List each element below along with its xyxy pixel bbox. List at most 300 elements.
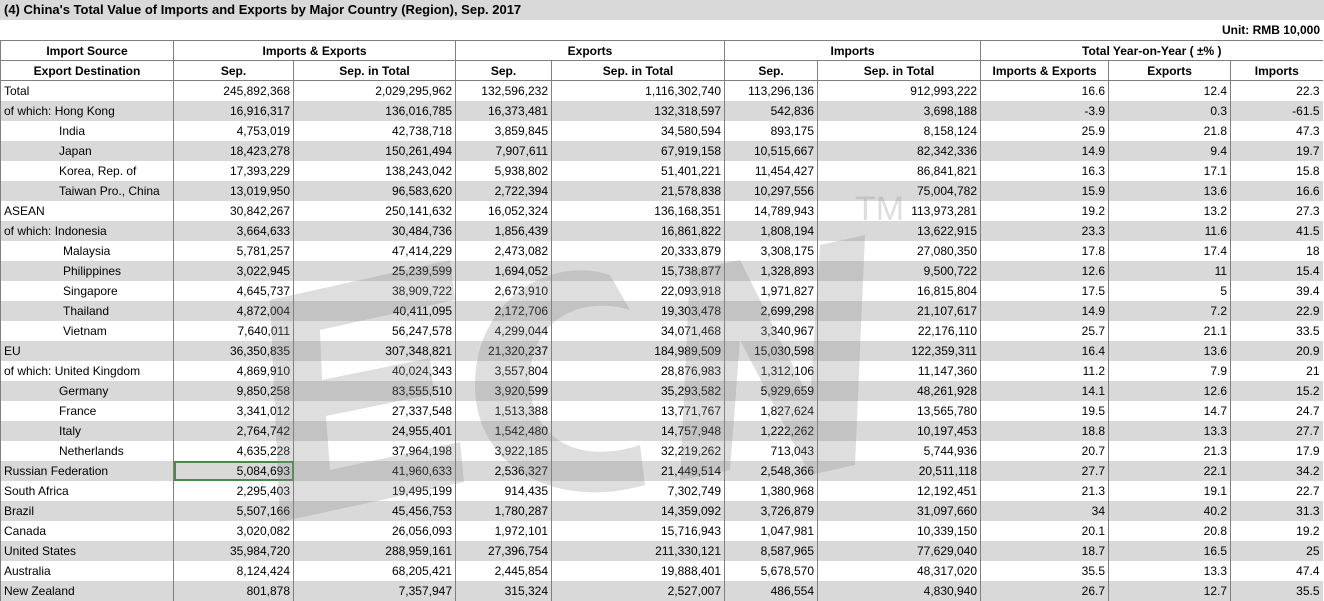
table-cell[interactable]: 40,024,343 — [294, 361, 456, 381]
table-cell[interactable]: 14.9 — [981, 141, 1109, 161]
table-cell[interactable]: 2,527,007 — [552, 581, 725, 601]
table-cell[interactable]: 2,536,327 — [456, 461, 552, 481]
table-cell[interactable]: 5,744,936 — [818, 441, 981, 461]
table-cell[interactable]: 27,396,754 — [456, 541, 552, 561]
table-cell[interactable]: 17.1 — [1109, 161, 1231, 181]
table-cell[interactable]: 26,056,093 — [294, 521, 456, 541]
row-label[interactable]: of which: United Kingdom — [1, 361, 174, 381]
row-label[interactable]: Japan — [1, 141, 174, 161]
table-cell[interactable]: 31,097,660 — [818, 501, 981, 521]
table-cell[interactable]: 1,328,893 — [725, 261, 818, 281]
table-cell[interactable]: 77,629,040 — [818, 541, 981, 561]
header-import-source[interactable]: Import Source — [1, 41, 174, 61]
table-cell[interactable]: 16,052,324 — [456, 201, 552, 221]
table-row — [1, 241, 1323, 261]
table-cell[interactable]: 47,414,229 — [294, 241, 456, 261]
table-cell[interactable]: 9,500,722 — [818, 261, 981, 281]
table-cell[interactable]: 1,312,106 — [725, 361, 818, 381]
table-cell[interactable]: 113,296,136 — [725, 81, 818, 101]
table-cell[interactable]: 13,771,767 — [552, 401, 725, 421]
table-cell[interactable]: 2,673,910 — [456, 281, 552, 301]
table-cell[interactable]: 47.3 — [1231, 121, 1323, 141]
table-cell[interactable]: 7.9 — [1109, 361, 1231, 381]
table-row — [1, 581, 1323, 601]
table-cell[interactable]: 42,738,718 — [294, 121, 456, 141]
row-label[interactable]: India — [1, 121, 174, 141]
table-cell[interactable]: 10,197,453 — [818, 421, 981, 441]
row-label[interactable]: Canada — [1, 521, 174, 541]
row-label[interactable]: Total — [1, 81, 174, 101]
table-cell[interactable]: 22.7 — [1231, 481, 1323, 501]
row-label[interactable]: United States — [1, 541, 174, 561]
table-cell[interactable]: 13.3 — [1109, 421, 1231, 441]
table-cell[interactable]: 32,219,262 — [552, 441, 725, 461]
table-row — [1, 561, 1323, 581]
table-cell[interactable]: 16.4 — [981, 341, 1109, 361]
table-cell[interactable]: 19.1 — [1109, 481, 1231, 501]
table-cell[interactable]: 45,456,753 — [294, 501, 456, 521]
table-cell[interactable]: 2,029,295,962 — [294, 81, 456, 101]
table-cell[interactable]: 21.3 — [981, 481, 1109, 501]
table-cell[interactable]: 1,972,101 — [456, 521, 552, 541]
table-cell[interactable]: 5,084,693 — [174, 461, 294, 481]
table-cell[interactable]: 10,339,150 — [818, 521, 981, 541]
table-cell[interactable]: 150,261,494 — [294, 141, 456, 161]
table-cell[interactable]: 15,738,877 — [552, 261, 725, 281]
table-cell[interactable]: 22,093,918 — [552, 281, 725, 301]
table-row — [1, 441, 1323, 461]
table-cell[interactable]: 18.8 — [981, 421, 1109, 441]
row-label[interactable]: France — [1, 401, 174, 421]
table-cell[interactable]: 250,141,632 — [294, 201, 456, 221]
table-cell[interactable]: 3,698,188 — [818, 101, 981, 121]
table-cell[interactable]: 14.1 — [981, 381, 1109, 401]
row-label[interactable]: Brazil — [1, 501, 174, 521]
table-cell[interactable]: 14,757,948 — [552, 421, 725, 441]
table-cell[interactable]: 7.2 — [1109, 301, 1231, 321]
table-cell[interactable]: 15.4 — [1231, 261, 1323, 281]
table-cell[interactable]: 20,511,118 — [818, 461, 981, 481]
row-label[interactable]: of which: Indonesia — [1, 221, 174, 241]
table-cell[interactable]: 28,876,983 — [552, 361, 725, 381]
table-cell[interactable]: 27.3 — [1231, 201, 1323, 221]
table-cell[interactable]: 12.7 — [1109, 581, 1231, 601]
table-row — [1, 321, 1323, 341]
table-cell[interactable]: 3,022,945 — [174, 261, 294, 281]
table-cell[interactable]: 245,892,368 — [174, 81, 294, 101]
table-cell[interactable]: 16,373,481 — [456, 101, 552, 121]
table-cell[interactable]: 15.8 — [1231, 161, 1323, 181]
row-label[interactable]: Singapore — [1, 281, 174, 301]
table-cell[interactable]: 24.7 — [1231, 401, 1323, 421]
table-cell[interactable]: 1,856,439 — [456, 221, 552, 241]
header-sub-9[interactable]: Imports — [1231, 61, 1323, 81]
table-cell[interactable]: 13,565,780 — [818, 401, 981, 421]
header-sub-8[interactable]: Exports — [1109, 61, 1231, 81]
table-cell[interactable]: 15.9 — [981, 181, 1109, 201]
table-cell[interactable]: 20.9 — [1231, 341, 1323, 361]
table-cell[interactable]: 17,393,229 — [174, 161, 294, 181]
table-cell[interactable]: 15.2 — [1231, 381, 1323, 401]
table-cell[interactable]: 1,542,480 — [456, 421, 552, 441]
trade-table — [0, 40, 1323, 601]
table-cell[interactable]: 34,580,594 — [552, 121, 725, 141]
table-cell[interactable]: 21,320,237 — [456, 341, 552, 361]
table-cell[interactable]: 315,324 — [456, 581, 552, 601]
table-row — [1, 161, 1323, 181]
table-cell[interactable]: 7,357,947 — [294, 581, 456, 601]
table-cell[interactable]: 25 — [1231, 541, 1323, 561]
table-cell[interactable]: 16.6 — [1231, 181, 1323, 201]
table-cell[interactable]: 13,622,915 — [818, 221, 981, 241]
table-cell[interactable]: 3,922,185 — [456, 441, 552, 461]
table-cell[interactable]: 67,919,158 — [552, 141, 725, 161]
table-cell[interactable]: 1,780,287 — [456, 501, 552, 521]
table-cell[interactable]: 7,640,011 — [174, 321, 294, 341]
row-label[interactable]: ASEAN — [1, 201, 174, 221]
table-cell[interactable]: 3,920,599 — [456, 381, 552, 401]
table-body — [1, 81, 1323, 601]
table-cell[interactable]: 20.8 — [1109, 521, 1231, 541]
table-cell[interactable]: 8,124,424 — [174, 561, 294, 581]
row-label[interactable]: Italy — [1, 421, 174, 441]
table-cell[interactable]: 486,554 — [725, 581, 818, 601]
table-cell[interactable]: 16.6 — [981, 81, 1109, 101]
table-cell[interactable]: 27,080,350 — [818, 241, 981, 261]
table-cell[interactable]: 16.5 — [1109, 541, 1231, 561]
table-cell[interactable]: 7,907,611 — [456, 141, 552, 161]
table-cell[interactable]: 86,841,821 — [818, 161, 981, 181]
table-cell[interactable]: 113,973,281 — [818, 201, 981, 221]
table-cell[interactable]: 5 — [1109, 281, 1231, 301]
table-row — [1, 261, 1323, 281]
row-label[interactable]: Thailand — [1, 301, 174, 321]
table-cell[interactable]: 5,678,570 — [725, 561, 818, 581]
header-sub-2[interactable]: Sep. in Total — [294, 61, 456, 81]
table-cell[interactable]: 40,411,095 — [294, 301, 456, 321]
table-cell[interactable]: 41.5 — [1231, 221, 1323, 241]
row-label[interactable]: Korea, Rep. of — [1, 161, 174, 181]
row-label[interactable]: Malaysia — [1, 241, 174, 261]
table-cell[interactable]: 12.6 — [981, 261, 1109, 281]
row-label[interactable]: Australia — [1, 561, 174, 581]
unit-label: Unit: RMB 10,000 — [1221, 23, 1320, 37]
table-cell[interactable]: 5,938,802 — [456, 161, 552, 181]
table-cell[interactable]: 14,359,092 — [552, 501, 725, 521]
table-cell[interactable]: 15,030,598 — [725, 341, 818, 361]
table-cell[interactable]: 38,909,722 — [294, 281, 456, 301]
table-row — [1, 181, 1323, 201]
table-cell[interactable]: 1,827,624 — [725, 401, 818, 421]
table-cell[interactable]: 1,694,052 — [456, 261, 552, 281]
table-row — [1, 281, 1323, 301]
table-cell[interactable]: 9.4 — [1109, 141, 1231, 161]
table-cell[interactable]: 0.3 — [1109, 101, 1231, 121]
table-cell[interactable]: 1,808,194 — [725, 221, 818, 241]
table-cell[interactable]: 2,473,082 — [456, 241, 552, 261]
table-cell[interactable]: 11 — [1109, 261, 1231, 281]
table-cell[interactable]: 83,555,510 — [294, 381, 456, 401]
table-cell[interactable]: 138,243,042 — [294, 161, 456, 181]
row-label[interactable]: Philippines — [1, 261, 174, 281]
table-cell[interactable]: 39.4 — [1231, 281, 1323, 301]
table-cell[interactable]: 48,317,020 — [818, 561, 981, 581]
header-row-groups — [1, 41, 1323, 61]
table-cell[interactable]: 912,993,222 — [818, 81, 981, 101]
table-cell[interactable]: 82,342,336 — [818, 141, 981, 161]
table-cell[interactable]: 68,205,421 — [294, 561, 456, 581]
row-label[interactable]: South Africa — [1, 481, 174, 501]
header-group-imports[interactable]: Imports — [725, 41, 981, 61]
table-cell[interactable]: 4,299,044 — [456, 321, 552, 341]
table-cell[interactable]: 35.5 — [981, 561, 1109, 581]
table-cell[interactable]: 136,016,785 — [294, 101, 456, 121]
table-cell[interactable]: 20.7 — [981, 441, 1109, 461]
table-cell[interactable]: 17.5 — [981, 281, 1109, 301]
table-cell[interactable]: 16,861,822 — [552, 221, 725, 241]
table-cell[interactable]: 1,047,981 — [725, 521, 818, 541]
table-cell[interactable]: 37,964,198 — [294, 441, 456, 461]
table-cell[interactable]: 31.3 — [1231, 501, 1323, 521]
table-cell[interactable]: -61.5 — [1231, 101, 1323, 121]
table-cell[interactable]: 307,348,821 — [294, 341, 456, 361]
table-cell[interactable]: 4,635,228 — [174, 441, 294, 461]
table-row — [1, 541, 1323, 561]
table-cell[interactable]: 13.3 — [1109, 561, 1231, 581]
table-cell[interactable]: 13,019,950 — [174, 181, 294, 201]
table-cell[interactable]: 2,172,706 — [456, 301, 552, 321]
table-cell[interactable]: 1,971,827 — [725, 281, 818, 301]
table-cell[interactable]: 2,295,403 — [174, 481, 294, 501]
table-cell[interactable]: 25.9 — [981, 121, 1109, 141]
table-cell[interactable]: 19,303,478 — [552, 301, 725, 321]
table-cell[interactable]: 3,020,082 — [174, 521, 294, 541]
table-cell[interactable]: 1,116,302,740 — [552, 81, 725, 101]
table-cell[interactable]: 15,716,943 — [552, 521, 725, 541]
table-cell[interactable]: 75,004,782 — [818, 181, 981, 201]
table-row — [1, 341, 1323, 361]
table-cell[interactable]: 801,878 — [174, 581, 294, 601]
table-cell[interactable]: 5,781,257 — [174, 241, 294, 261]
row-label[interactable]: Vietnam — [1, 321, 174, 341]
table-cell[interactable]: 3,557,804 — [456, 361, 552, 381]
table-row — [1, 461, 1323, 481]
table-cell[interactable]: 288,959,161 — [294, 541, 456, 561]
table-cell[interactable]: 21.3 — [1109, 441, 1231, 461]
header-sub-4[interactable]: Sep. in Total — [552, 61, 725, 81]
header-row-sub — [1, 61, 1323, 81]
table-cell[interactable]: 25.7 — [981, 321, 1109, 341]
table-cell[interactable]: 22.3 — [1231, 81, 1323, 101]
table-cell[interactable]: 18,423,278 — [174, 141, 294, 161]
table-cell[interactable]: 13.6 — [1109, 341, 1231, 361]
table-cell[interactable]: 5,929,659 — [725, 381, 818, 401]
table-cell[interactable]: 35,984,720 — [174, 541, 294, 561]
table-cell[interactable]: 17.8 — [981, 241, 1109, 261]
table-cell[interactable]: 11.2 — [981, 361, 1109, 381]
table-cell[interactable]: 4,645,737 — [174, 281, 294, 301]
table-cell[interactable]: 27.7 — [981, 461, 1109, 481]
table-cell[interactable]: 24,955,401 — [294, 421, 456, 441]
table-cell[interactable]: 48,261,928 — [818, 381, 981, 401]
table-cell[interactable]: 56,247,578 — [294, 321, 456, 341]
table-cell[interactable]: 3,664,633 — [174, 221, 294, 241]
table-cell[interactable]: 8,158,124 — [818, 121, 981, 141]
table-cell[interactable]: 40.2 — [1109, 501, 1231, 521]
row-label[interactable]: Germany — [1, 381, 174, 401]
row-label[interactable]: of which: Hong Kong — [1, 101, 174, 121]
table-cell[interactable]: -3.9 — [981, 101, 1109, 121]
table-cell[interactable]: 12.6 — [1109, 381, 1231, 401]
header-sub-1[interactable]: Sep. — [174, 61, 294, 81]
table-cell[interactable]: 19.7 — [1231, 141, 1323, 161]
table-cell[interactable]: 1,513,388 — [456, 401, 552, 421]
table-cell[interactable]: 34.2 — [1231, 461, 1323, 481]
header-sub-5[interactable]: Sep. — [725, 61, 818, 81]
table-cell[interactable]: 14.7 — [1109, 401, 1231, 421]
table-cell[interactable]: 21.1 — [1109, 321, 1231, 341]
table-cell[interactable]: 7,302,749 — [552, 481, 725, 501]
table-cell[interactable]: 35.5 — [1231, 581, 1323, 601]
table-cell[interactable]: 4,872,004 — [174, 301, 294, 321]
table-cell[interactable]: 36,350,835 — [174, 341, 294, 361]
table-cell[interactable]: 19,495,199 — [294, 481, 456, 501]
table-cell[interactable]: 26.7 — [981, 581, 1109, 601]
table-cell[interactable]: 13.6 — [1109, 181, 1231, 201]
table-cell[interactable]: 14.9 — [981, 301, 1109, 321]
row-label[interactable]: New Zealand — [1, 581, 174, 601]
table-cell[interactable]: 9,850,258 — [174, 381, 294, 401]
table-cell[interactable]: 21,578,838 — [552, 181, 725, 201]
table-cell[interactable]: 12,192,451 — [818, 481, 981, 501]
table-cell[interactable]: 5,507,166 — [174, 501, 294, 521]
table-cell[interactable]: 211,330,121 — [552, 541, 725, 561]
table-cell[interactable]: 132,596,232 — [456, 81, 552, 101]
table-row — [1, 521, 1323, 541]
row-label[interactable]: Netherlands — [1, 441, 174, 461]
table-cell[interactable]: 16.3 — [981, 161, 1109, 181]
table-cell[interactable]: 2,548,366 — [725, 461, 818, 481]
table-cell[interactable]: 19.2 — [1231, 521, 1323, 541]
table-cell[interactable]: 22.1 — [1109, 461, 1231, 481]
table-cell[interactable]: 10,515,667 — [725, 141, 818, 161]
table-cell[interactable]: 33.5 — [1231, 321, 1323, 341]
table-cell[interactable]: 713,043 — [725, 441, 818, 461]
table-cell[interactable]: 16,815,804 — [818, 281, 981, 301]
table-cell[interactable]: 34 — [981, 501, 1109, 521]
table-cell[interactable]: 3,340,967 — [725, 321, 818, 341]
table-cell[interactable]: 11,454,427 — [725, 161, 818, 181]
table-cell[interactable]: 21,449,514 — [552, 461, 725, 481]
table-cell[interactable]: 4,753,019 — [174, 121, 294, 141]
table-cell[interactable]: 17.4 — [1109, 241, 1231, 261]
table-cell[interactable]: 17.9 — [1231, 441, 1323, 461]
table-cell[interactable]: 25,239,599 — [294, 261, 456, 281]
table-cell[interactable]: 19.5 — [981, 401, 1109, 421]
table-cell[interactable]: 3,726,879 — [725, 501, 818, 521]
table-cell[interactable]: 2,722,394 — [456, 181, 552, 201]
table-cell[interactable]: 184,989,509 — [552, 341, 725, 361]
header-group-imports-exports[interactable]: Imports & Exports — [174, 41, 456, 61]
table-cell[interactable]: 21.8 — [1109, 121, 1231, 141]
table-cell[interactable]: 18.7 — [981, 541, 1109, 561]
table-cell[interactable]: 22.9 — [1231, 301, 1323, 321]
table-row — [1, 141, 1323, 161]
table-row — [1, 501, 1323, 521]
table-cell[interactable]: 16,916,317 — [174, 101, 294, 121]
table-cell[interactable]: 47.4 — [1231, 561, 1323, 581]
table-cell[interactable]: 30,842,267 — [174, 201, 294, 221]
table-cell[interactable]: 20,333,879 — [552, 241, 725, 261]
table-cell[interactable]: 542,836 — [725, 101, 818, 121]
table-row — [1, 301, 1323, 321]
header-sub-3[interactable]: Sep. — [456, 61, 552, 81]
table-cell[interactable]: 132,318,597 — [552, 101, 725, 121]
table-cell[interactable]: 13.2 — [1109, 201, 1231, 221]
table-cell[interactable]: 12.4 — [1109, 81, 1231, 101]
table-cell[interactable]: 2,445,854 — [456, 561, 552, 581]
table-cell[interactable]: 893,175 — [725, 121, 818, 141]
table-cell[interactable]: 34,071,468 — [552, 321, 725, 341]
header-group-yoy[interactable]: Total Year-on-Year ( ±% ) — [981, 41, 1323, 61]
table-cell[interactable]: 1,380,968 — [725, 481, 818, 501]
table-cell[interactable]: 18 — [1231, 241, 1323, 261]
table-cell[interactable]: 2,764,742 — [174, 421, 294, 441]
header-sub-7[interactable]: Imports & Exports — [981, 61, 1109, 81]
table-cell[interactable]: 122,359,311 — [818, 341, 981, 361]
table-row — [1, 201, 1323, 221]
table-cell[interactable]: 27.7 — [1231, 421, 1323, 441]
table-row — [1, 481, 1323, 501]
header-sub-6[interactable]: Sep. in Total — [818, 61, 981, 81]
table-cell[interactable]: 27,337,548 — [294, 401, 456, 421]
table-cell[interactable]: 914,435 — [456, 481, 552, 501]
table-cell[interactable]: 3,341,012 — [174, 401, 294, 421]
table-cell[interactable]: 21,107,617 — [818, 301, 981, 321]
row-label[interactable]: Taiwan Pro., China — [1, 181, 174, 201]
row-label[interactable]: EU — [1, 341, 174, 361]
table-cell[interactable]: 3,859,845 — [456, 121, 552, 141]
table-cell[interactable]: 41,960,633 — [294, 461, 456, 481]
table-cell[interactable]: 19.2 — [981, 201, 1109, 221]
table-row — [1, 121, 1323, 141]
table-cell[interactable]: 4,869,910 — [174, 361, 294, 381]
table-row — [1, 381, 1323, 401]
table-cell[interactable]: 8,587,965 — [725, 541, 818, 561]
header-export-destination[interactable]: Export Destination — [1, 61, 174, 81]
table-cell[interactable]: 4,830,940 — [818, 581, 981, 601]
table-cell[interactable]: 30,484,736 — [294, 221, 456, 241]
table-cell[interactable]: 1,222,262 — [725, 421, 818, 441]
table-cell[interactable]: 3,308,175 — [725, 241, 818, 261]
table-cell[interactable]: 19,888,401 — [552, 561, 725, 581]
header-group-exports[interactable]: Exports — [456, 41, 725, 61]
row-label[interactable]: Russian Federation — [1, 461, 174, 481]
table-cell[interactable]: 11.6 — [1109, 221, 1231, 241]
table-cell[interactable]: 14,789,943 — [725, 201, 818, 221]
table-cell[interactable]: 35,293,582 — [552, 381, 725, 401]
table-cell[interactable]: 96,583,620 — [294, 181, 456, 201]
table-cell[interactable]: 51,401,221 — [552, 161, 725, 181]
table-cell[interactable]: 21 — [1231, 361, 1323, 381]
table-cell[interactable]: 20.1 — [981, 521, 1109, 541]
table-cell[interactable]: 136,168,351 — [552, 201, 725, 221]
table-cell[interactable]: 22,176,110 — [818, 321, 981, 341]
table-cell[interactable]: 2,699,298 — [725, 301, 818, 321]
table-cell[interactable]: 10,297,556 — [725, 181, 818, 201]
table-cell[interactable]: 11,147,360 — [818, 361, 981, 381]
table-cell[interactable]: 23.3 — [981, 221, 1109, 241]
